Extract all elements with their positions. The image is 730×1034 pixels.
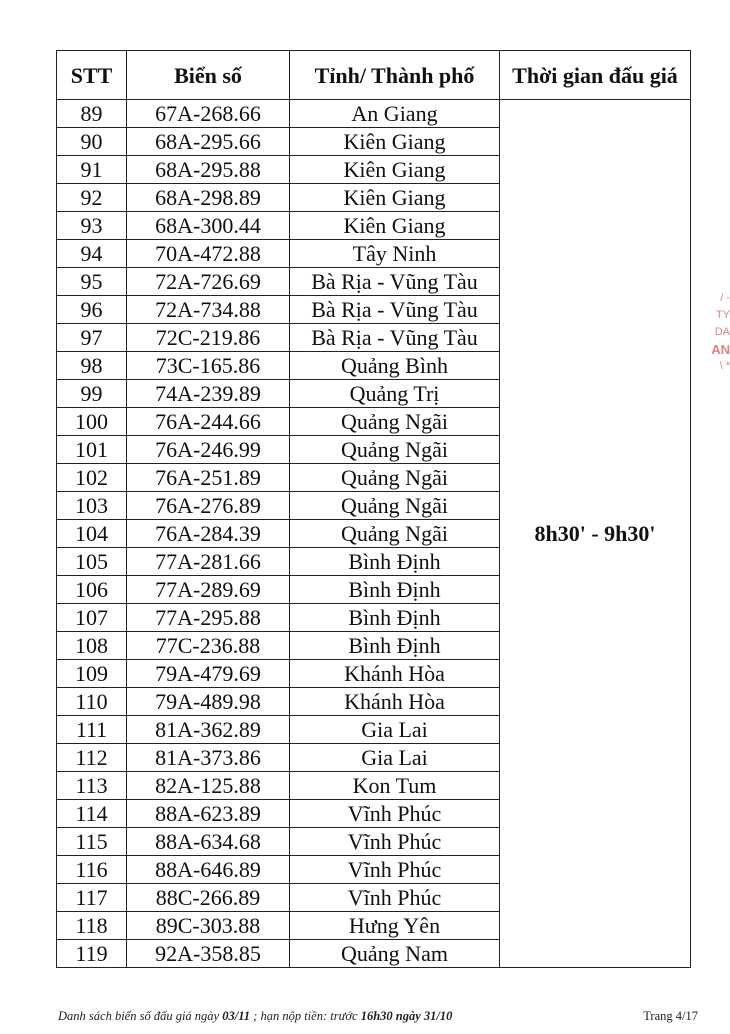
- cell-province: Vĩnh Phúc: [290, 828, 500, 856]
- cell-province: Quảng Ngãi: [290, 408, 500, 436]
- cell-stt: 116: [57, 856, 127, 884]
- footer-date: 03/11: [222, 1009, 251, 1023]
- header-plate: Biển số: [127, 51, 290, 100]
- page-footer: [58, 1007, 698, 1029]
- cell-stt: 106: [57, 576, 127, 604]
- cell-plate: 68A-298.89: [127, 184, 290, 212]
- cell-stt: 93: [57, 212, 127, 240]
- cell-plate: 88A-623.89: [127, 800, 290, 828]
- cell-province: An Giang: [290, 100, 500, 128]
- stamp-mark: / -: [720, 292, 730, 304]
- table-body: [57, 100, 691, 968]
- cell-province: Quảng Nam: [290, 940, 500, 968]
- plates-table: [56, 50, 691, 968]
- cell-stt: 94: [57, 240, 127, 268]
- cell-plate: 73C-165.86: [127, 352, 290, 380]
- cell-province: Bình Định: [290, 548, 500, 576]
- cell-plate: 77C-236.88: [127, 632, 290, 660]
- cell-province: Bà Rịa - Vũng Tàu: [290, 324, 500, 352]
- cell-province: Vĩnh Phúc: [290, 800, 500, 828]
- cell-plate: 77A-289.69: [127, 576, 290, 604]
- cell-province: Quảng Ngãi: [290, 436, 500, 464]
- page-number: Trang 4/17: [643, 1009, 698, 1023]
- cell-province: Khánh Hòa: [290, 660, 500, 688]
- header-time: Thời gian đấu giá: [500, 51, 691, 100]
- cell-plate: 77A-281.66: [127, 548, 290, 576]
- cell-plate: 88A-634.68: [127, 828, 290, 856]
- cell-plate: 68A-300.44: [127, 212, 290, 240]
- cell-province: Quảng Ngãi: [290, 492, 500, 520]
- cell-plate: 76A-284.39: [127, 520, 290, 548]
- cell-plate: 77A-295.88: [127, 604, 290, 632]
- cell-stt: 111: [57, 716, 127, 744]
- cell-stt: 107: [57, 604, 127, 632]
- cell-stt: 104: [57, 520, 127, 548]
- cell-province: Tây Ninh: [290, 240, 500, 268]
- cell-plate: 89C-303.88: [127, 912, 290, 940]
- cell-province: Quảng Ngãi: [290, 464, 500, 492]
- cell-plate: 72C-219.86: [127, 324, 290, 352]
- cell-province: Kiên Giang: [290, 184, 500, 212]
- cell-stt: 102: [57, 464, 127, 492]
- footer-deadline: 16h30 ngày 31/10: [360, 1009, 453, 1023]
- cell-plate: 72A-726.69: [127, 268, 290, 296]
- cell-province: Kon Tum: [290, 772, 500, 800]
- header-stt: STT: [57, 51, 127, 100]
- cell-province: Hưng Yên: [290, 912, 500, 940]
- stamp-line-2: DA: [714, 326, 730, 338]
- header-province: Tỉnh/ Thành phố: [290, 51, 500, 100]
- cell-province: Gia Lai: [290, 716, 500, 744]
- cell-stt: 117: [57, 884, 127, 912]
- red-stamp-fragment: [708, 290, 730, 430]
- table-row: [57, 100, 691, 128]
- cell-plate: 88A-646.89: [127, 856, 290, 884]
- cell-stt: 99: [57, 380, 127, 408]
- cell-stt: 96: [57, 296, 127, 324]
- footer-note: [58, 1009, 452, 1024]
- cell-stt: 108: [57, 632, 127, 660]
- cell-plate: 74A-239.89: [127, 380, 290, 408]
- cell-province: Bà Rịa - Vũng Tàu: [290, 296, 500, 324]
- cell-plate: 68A-295.66: [127, 128, 290, 156]
- footer-text-1: Danh sách biển số đấu giá ngày: [58, 1009, 223, 1023]
- cell-stt: 112: [57, 744, 127, 772]
- cell-province: Gia Lai: [290, 744, 500, 772]
- cell-province: Quảng Trị: [290, 380, 500, 408]
- cell-province: Khánh Hòa: [290, 688, 500, 716]
- table-header-row: [57, 51, 691, 100]
- cell-stt: 110: [57, 688, 127, 716]
- cell-stt: 97: [57, 324, 127, 352]
- cell-stt: 89: [57, 100, 127, 128]
- cell-plate: 76A-244.66: [127, 408, 290, 436]
- cell-province: Kiên Giang: [290, 212, 500, 240]
- cell-stt: 114: [57, 800, 127, 828]
- cell-plate: 76A-276.89: [127, 492, 290, 520]
- cell-stt: 95: [57, 268, 127, 296]
- cell-auction-time: 8h30' - 9h30': [500, 100, 691, 968]
- cell-plate: 67A-268.66: [127, 100, 290, 128]
- stamp-mark: \ *: [719, 360, 730, 372]
- cell-plate: 76A-246.99: [127, 436, 290, 464]
- cell-stt: 119: [57, 940, 127, 968]
- cell-province: Vĩnh Phúc: [290, 856, 500, 884]
- cell-province: Bình Định: [290, 576, 500, 604]
- cell-province: Bà Rịa - Vũng Tàu: [290, 268, 500, 296]
- cell-stt: 105: [57, 548, 127, 576]
- cell-province: Vĩnh Phúc: [290, 884, 500, 912]
- cell-stt: 90: [57, 128, 127, 156]
- cell-plate: 76A-251.89: [127, 464, 290, 492]
- cell-stt: 115: [57, 828, 127, 856]
- cell-province: Kiên Giang: [290, 128, 500, 156]
- stamp-line-3: AN: [711, 342, 730, 357]
- cell-province: Quảng Bình: [290, 352, 500, 380]
- cell-province: Bình Định: [290, 604, 500, 632]
- cell-province: Bình Định: [290, 632, 500, 660]
- cell-plate: 68A-295.88: [127, 156, 290, 184]
- cell-stt: 113: [57, 772, 127, 800]
- cell-province: Quảng Ngãi: [290, 520, 500, 548]
- cell-plate: 70A-472.88: [127, 240, 290, 268]
- cell-stt: 103: [57, 492, 127, 520]
- cell-stt: 109: [57, 660, 127, 688]
- cell-plate: 72A-734.88: [127, 296, 290, 324]
- cell-plate: 79A-479.69: [127, 660, 290, 688]
- cell-stt: 91: [57, 156, 127, 184]
- cell-stt: 100: [57, 408, 127, 436]
- cell-plate: 88C-266.89: [127, 884, 290, 912]
- cell-stt: 118: [57, 912, 127, 940]
- cell-province: Kiên Giang: [290, 156, 500, 184]
- cell-stt: 92: [57, 184, 127, 212]
- cell-plate: 81A-373.86: [127, 744, 290, 772]
- cell-stt: 98: [57, 352, 127, 380]
- cell-plate: 92A-358.85: [127, 940, 290, 968]
- footer-text-2: ; hạn nộp tiền: trước: [250, 1009, 361, 1023]
- stamp-line-1: TY: [715, 309, 730, 321]
- cell-stt: 101: [57, 436, 127, 464]
- cell-plate: 82A-125.88: [127, 772, 290, 800]
- cell-plate: 81A-362.89: [127, 716, 290, 744]
- cell-plate: 79A-489.98: [127, 688, 290, 716]
